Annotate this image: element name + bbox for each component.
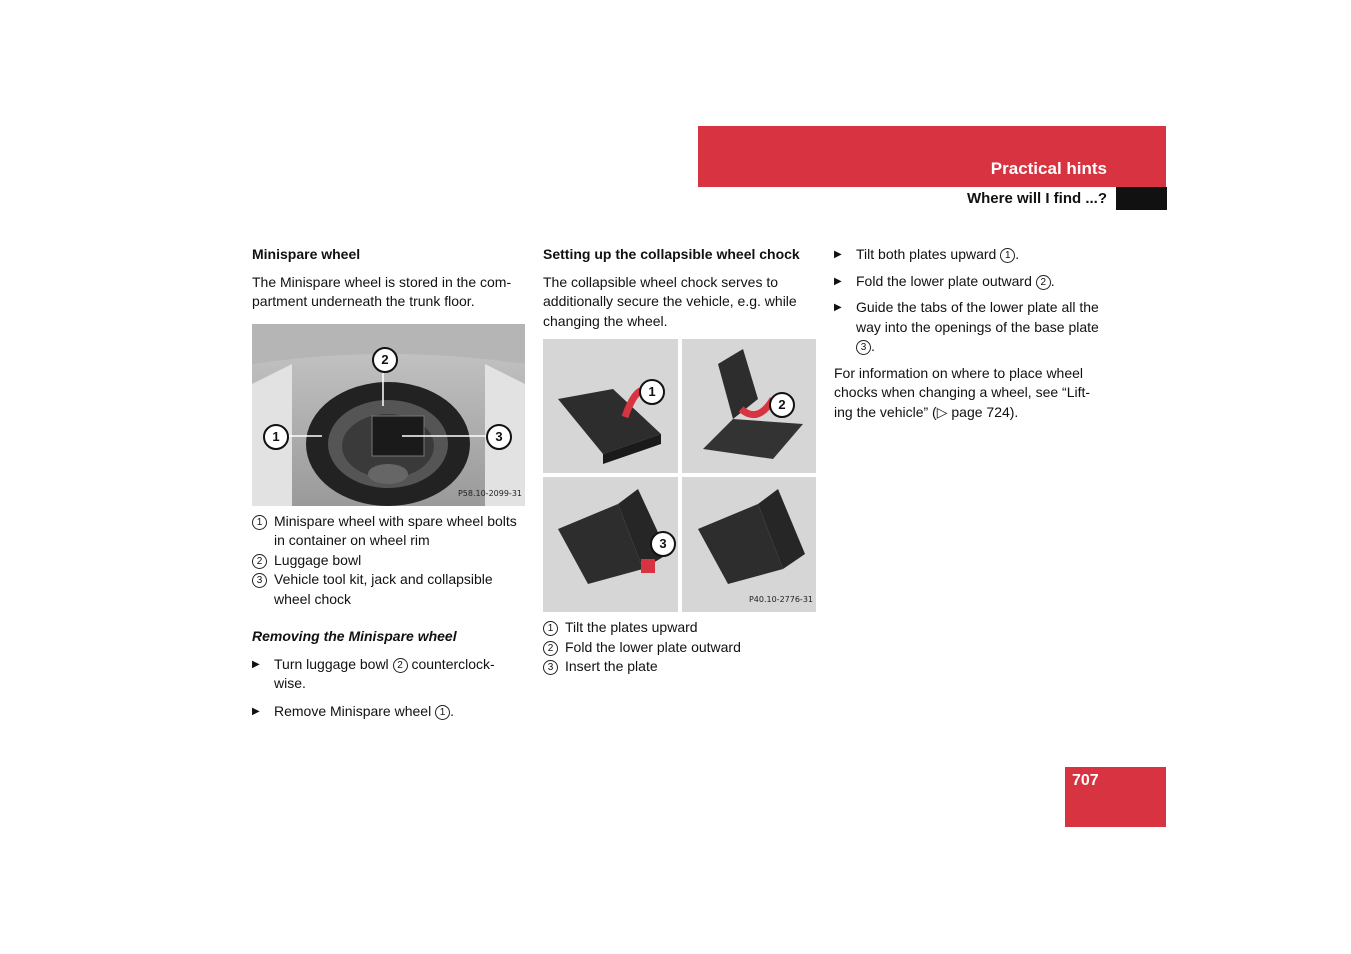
- column-instructions: [834, 245, 1108, 429]
- column-wheel-chock: [543, 245, 817, 695]
- legend-item: 2 Luggage bowl: [252, 551, 526, 571]
- minispare-intro: The Minispare wheel is stored in the com- partment underneath the trunk floor.: [252, 273, 512, 309]
- legend-item: 3 Insert the plate: [543, 657, 817, 677]
- minispare-heading: Minispare wheel: [252, 246, 361, 262]
- info-text: For information on where to place wheel chocks when changing a wheel, see “Lift-ing the vehicle” (▷ page 724).: [834, 364, 1091, 420]
- callout-3: 3: [650, 531, 676, 557]
- step-item: ▶ Remove Minispare wheel 1 .: [252, 702, 526, 722]
- chock-intro: The collapsible wheel chock serves to additionally secure the vehicle, e.g. while changing the wheel.: [543, 273, 797, 329]
- step-item: ▶ Tilt both plates upward 1 .: [834, 245, 1108, 265]
- removing-heading: Removing the Minispare wheel: [252, 628, 457, 644]
- subsection-tab: [1116, 187, 1167, 210]
- figure-code: P40.10-2776-31: [748, 594, 813, 604]
- triangle-right-icon: ▶: [252, 705, 260, 717]
- step-item: ▶ Turn luggage bowl 2 counterclock-wise.: [252, 655, 526, 694]
- legend-item: 1 Minispare wheel with spare wheel bolts in container on wheel rim: [252, 512, 526, 551]
- figure-code: P58.10-2099-31: [457, 489, 522, 498]
- triangle-right-icon: ▶: [252, 658, 260, 670]
- subsection-title: Where will I find ...?: [966, 190, 1107, 207]
- legend-item: 2 Fold the lower plate outward: [543, 638, 817, 658]
- callout-lines: [252, 324, 525, 506]
- legend-item: 3 Vehicle tool kit, jack and collapsible wheel chock: [252, 570, 526, 609]
- minispare-figure: [252, 324, 525, 506]
- callout-2: 2: [769, 392, 795, 418]
- minispare-legend: [252, 512, 526, 610]
- section-title: Practical hints: [990, 159, 1107, 178]
- legend-item: 1 Tilt the plates upward: [543, 618, 817, 638]
- triangle-right-icon: ▶: [834, 275, 842, 287]
- callout-3: 3: [486, 424, 512, 450]
- chock-heading: Setting up the collapsible wheel chock: [543, 246, 800, 262]
- triangle-right-icon: ▶: [834, 249, 842, 260]
- callout-1: 1: [639, 379, 665, 405]
- chock-figure: [543, 339, 816, 612]
- page-number: 707: [1072, 772, 1099, 789]
- chock-legend: [543, 618, 817, 677]
- triangle-right-icon: ▶: [834, 302, 842, 313]
- step-item: ▶ Fold the lower plate outward 2 .: [834, 272, 1108, 292]
- callout-2: 2: [372, 347, 398, 373]
- chock-photos: [543, 339, 816, 612]
- callout-1: 1: [263, 424, 289, 450]
- step-item: ▶ Guide the tabs of the lower plate all the way into the openings of the base plate 3 .: [834, 298, 1108, 357]
- column-minispare: [252, 245, 526, 728]
